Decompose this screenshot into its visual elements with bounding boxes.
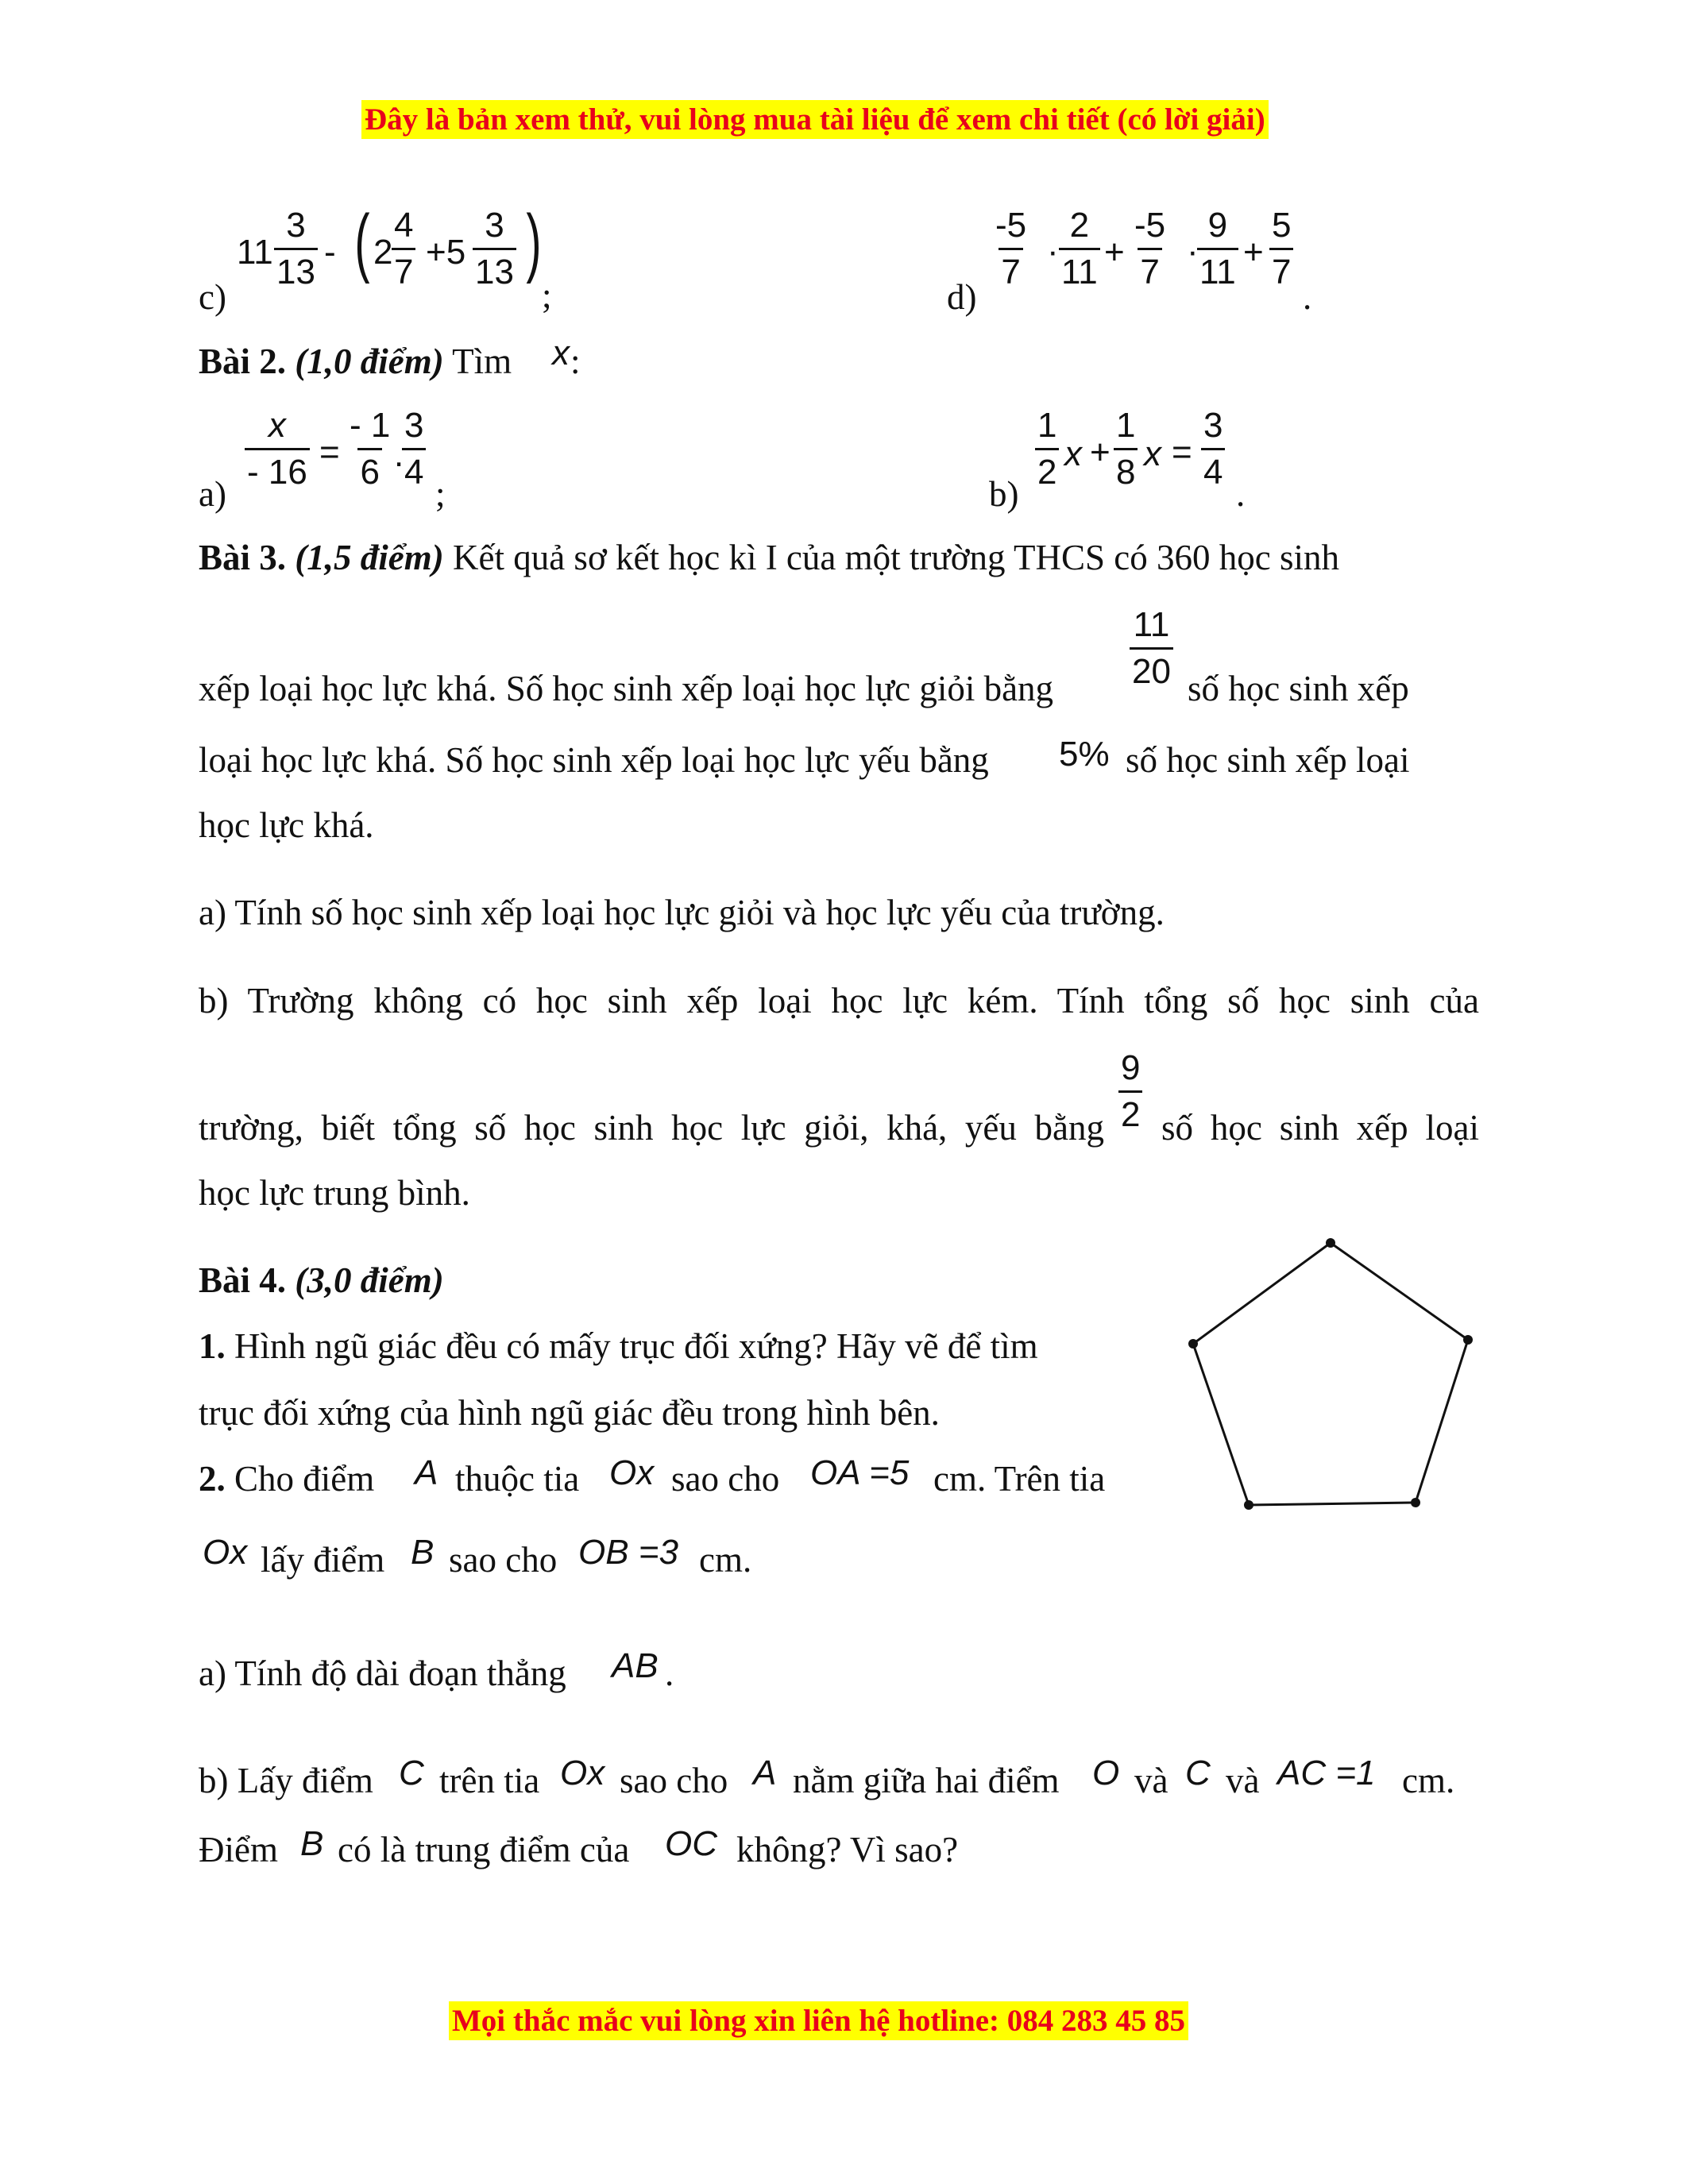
- bai4-pb-t1: b) Lấy điểm: [199, 1761, 373, 1800]
- denominator: 20: [1130, 647, 1173, 689]
- vertex-dot: [1411, 1498, 1420, 1507]
- bai1-c-frac1: [274, 208, 318, 290]
- numerator: 3: [485, 206, 504, 245]
- bai2-text: Tìm: [452, 341, 512, 381]
- bai4-pb-t2: trên tia: [439, 1761, 540, 1800]
- bai2-title: Bài 2.: [199, 341, 287, 381]
- bai2-b-frac1: [1035, 408, 1059, 490]
- bai1-c-end: ;: [542, 276, 552, 315]
- bai2-points: (1,0 điểm): [295, 341, 444, 381]
- bai4-q2-t1: Cho điểm: [234, 1459, 375, 1499]
- bai4-q2-t7: cm.: [699, 1540, 752, 1580]
- denominator: 6: [357, 448, 381, 490]
- denominator: 13: [274, 248, 318, 290]
- bai4-pb-AC: AC =1: [1277, 1754, 1376, 1792]
- bai4-q1-line2: trục đối xứng của hình ngũ giác đều trong hình bên.: [199, 1393, 940, 1433]
- bai4-q1-line1-text: Hình ngũ giác đều có mấy trục đối xứng? Hãy vẽ để tìm: [234, 1326, 1038, 1366]
- numerator: 11: [1133, 605, 1170, 644]
- denominator: 4: [1201, 448, 1225, 490]
- bai4-q2-t5: lấy điểm: [261, 1540, 385, 1580]
- denominator: 13: [473, 248, 516, 290]
- bai1-d-frac1: [993, 208, 1029, 290]
- bai2-var: x: [552, 334, 570, 372]
- vertex-dot: [1463, 1335, 1473, 1345]
- bai4-pb2-OC: OC: [665, 1824, 717, 1863]
- bai2-heading: [199, 341, 512, 381]
- bai1-c-minus: -: [324, 233, 336, 272]
- bai1-d-frac4: [1197, 208, 1238, 290]
- numerator: x: [268, 406, 286, 445]
- bai4-heading: [199, 1260, 444, 1300]
- bai4-q2-A: A: [415, 1453, 438, 1492]
- bai3-title: Bài 3.: [199, 538, 287, 577]
- bai4-pa-AB: AB: [612, 1646, 659, 1685]
- bai2-b-plus: +: [1090, 433, 1111, 472]
- numerator: 3: [1203, 406, 1223, 445]
- bai2-a-label: a): [199, 474, 226, 514]
- bai3-part-a: a) Tính số học sinh xếp loại học lực giỏi và học lực yếu của trường.: [199, 893, 1165, 932]
- bai2-b-end: .: [1236, 474, 1246, 514]
- bai4-pb-C: C: [399, 1754, 424, 1792]
- bai2-b-frac3: [1201, 408, 1225, 490]
- numerator: -5: [995, 206, 1027, 245]
- bai3-line4: học lực khá.: [199, 805, 374, 845]
- bai4-q1-num: 1.: [199, 1326, 226, 1366]
- bai3-line2a: xếp loại học lực khá. Số học sinh xếp loại học lực giỏi bằng: [199, 669, 1054, 708]
- bai4-q2-t6: sao cho: [449, 1540, 558, 1580]
- bai4-pb2-t2: có là trung điểm của: [338, 1830, 630, 1870]
- bai2-a-frac2: [347, 408, 392, 490]
- bai2-b-x2: x: [1144, 434, 1161, 473]
- bai3-line1: [199, 540, 1339, 576]
- bai4-pb-t7: cm.: [1402, 1761, 1455, 1800]
- denominator: 2: [1035, 448, 1059, 490]
- bai1-d-dot1: ·: [1047, 232, 1059, 271]
- bai1-c-plus: +5: [426, 233, 466, 272]
- bai4-pa-text: a) Tính độ dài đoạn thẳng: [199, 1653, 566, 1693]
- bai3-part-b3: học lực trung bình.: [199, 1173, 470, 1213]
- bai3-line3a: loại học lực khá. Số học sinh xếp loại học lực yếu bằng: [199, 740, 989, 780]
- bai4-pb2-t3: không? Vì sao?: [736, 1830, 959, 1870]
- bai4-points: (3,0 điểm): [295, 1260, 444, 1300]
- bai4-q2-OA: OA =5: [810, 1453, 910, 1492]
- bai3-frac-11-20: [1130, 605, 1173, 691]
- vertex-dot: [1326, 1238, 1335, 1248]
- bai4-q2-t2: thuộc tia: [455, 1459, 580, 1499]
- bai4-q2-t4: cm. Trên tia: [933, 1459, 1106, 1499]
- denominator: 2: [1118, 1090, 1142, 1133]
- bai2-colon: :: [570, 341, 581, 381]
- bai1-d-end: .: [1303, 277, 1312, 317]
- bai4-pb-t6: và: [1226, 1761, 1260, 1800]
- bai2-b-eq: =: [1172, 433, 1192, 472]
- bai4-pb-O: O: [1092, 1754, 1120, 1792]
- bai2-a-eq: =: [319, 433, 340, 472]
- bai4-q2-Ox: Ox: [609, 1453, 655, 1492]
- bai1-d-plus2: +: [1243, 233, 1264, 272]
- bai1-c-whole2: 2: [373, 233, 393, 272]
- bai3-part-b1: b) Trường không có học sinh xếp loại học lực kém. Tính tổng số học sinh của: [199, 981, 1479, 1021]
- numerator: 3: [404, 406, 424, 445]
- bai3-points: (1,5 điểm): [295, 538, 444, 577]
- bai4-pb-Ox: Ox: [560, 1754, 605, 1792]
- denominator: 7: [392, 248, 415, 290]
- bai4-pb-t4: nằm giữa hai điểm: [793, 1761, 1060, 1800]
- denominator: - 16: [245, 448, 310, 490]
- bai3-frac-9-2: [1118, 1048, 1142, 1134]
- bai2-a-end: ;: [435, 474, 446, 514]
- numerator: 1: [1037, 406, 1057, 445]
- bai3-line2b: số học sinh xếp: [1188, 669, 1409, 708]
- denominator: 11: [1197, 248, 1238, 290]
- bai1-c-lparen: (: [354, 199, 370, 284]
- numerator: 2: [1069, 206, 1090, 245]
- vertex-dot: [1188, 1339, 1198, 1349]
- bai1-d-label: d): [947, 277, 977, 317]
- denominator: 8: [1114, 448, 1138, 490]
- regular-pentagon-figure: [1176, 1231, 1509, 1533]
- bai4-pb-t3: sao cho: [620, 1761, 728, 1800]
- pentagon-outline: [1193, 1243, 1468, 1505]
- bai4-q1-line1: [199, 1326, 1038, 1366]
- bai2-b-x1: x: [1064, 434, 1082, 473]
- bai2-b-frac2: [1114, 408, 1138, 490]
- denominator: 7: [1138, 248, 1161, 290]
- bai4-q2-line1: [199, 1461, 374, 1497]
- bai1-d-dot2: ·: [1187, 232, 1199, 271]
- numerator: 1: [1116, 406, 1136, 445]
- bai2-a-frac3: [402, 408, 426, 490]
- hotline-banner: Mọi thắc mắc vui lòng xin liên hệ hotline: 084 283 45 85: [449, 2001, 1188, 2040]
- numerator: 5: [1272, 206, 1292, 245]
- bai3-percent: 5%: [1059, 735, 1110, 774]
- vertex-dot: [1244, 1500, 1253, 1510]
- denominator: 4: [402, 448, 426, 490]
- numerator: 9: [1121, 1048, 1141, 1087]
- bai4-q2-B: B: [411, 1533, 435, 1572]
- bai4-q2-t3: sao cho: [671, 1459, 780, 1499]
- bai2-b-label: b): [989, 474, 1019, 514]
- bai4-q2-num: 2.: [199, 1459, 226, 1499]
- bai3-part-b2a: trường, biết tổng số học sinh học lực giỏi, khá, yếu bằng: [199, 1108, 1104, 1148]
- denominator: 7: [1269, 248, 1293, 290]
- bai4-pb-A: A: [753, 1754, 777, 1792]
- bai4-pb2-t1: Điểm: [199, 1830, 278, 1870]
- bai4-title: Bài 4.: [199, 1260, 287, 1300]
- denominator: 7: [999, 248, 1022, 290]
- bai3-line1-text: Kết quả sơ kết học kì I của một trường THCS có 360 học sinh: [452, 538, 1339, 577]
- bai1-c-rparen: ): [526, 199, 542, 284]
- bai1-c-frac3: [473, 208, 516, 290]
- bai1-d-frac3: [1132, 208, 1168, 290]
- bai1-d-frac5: [1269, 208, 1293, 290]
- bai4-pa-end: .: [665, 1653, 674, 1693]
- bai4-pb-C2: C: [1185, 1754, 1211, 1792]
- bai4-q2-Ox2: Ox: [203, 1533, 248, 1572]
- bai1-d-frac2: [1059, 208, 1100, 290]
- bai3-line3b: số học sinh xếp loại: [1126, 740, 1410, 780]
- numerator: 4: [394, 206, 414, 245]
- bai4-pb-t5: và: [1134, 1761, 1168, 1800]
- preview-banner: Đây là bản xem thử, vui lòng mua tài liệu để xem chi tiết (có lời giải): [361, 100, 1269, 139]
- bai1-c-frac2: [392, 208, 415, 290]
- bai2-a-frac1: [245, 408, 310, 490]
- numerator: 9: [1207, 206, 1228, 245]
- denominator: 11: [1059, 248, 1100, 290]
- numerator: - 1: [350, 406, 391, 445]
- bai2-a-dot: .: [394, 435, 404, 474]
- bai4-q2-OB: OB =3: [578, 1533, 678, 1572]
- numerator: -5: [1134, 206, 1166, 245]
- bai1-d-plus1: +: [1104, 233, 1125, 272]
- bai1-c-label: c): [199, 277, 226, 317]
- bai3-part-b2b: số học sinh xếp loại: [1161, 1108, 1479, 1148]
- bai4-pb2-B: B: [300, 1824, 324, 1863]
- numerator: 3: [286, 206, 306, 245]
- bai1-c-whole1: 11: [237, 233, 273, 272]
